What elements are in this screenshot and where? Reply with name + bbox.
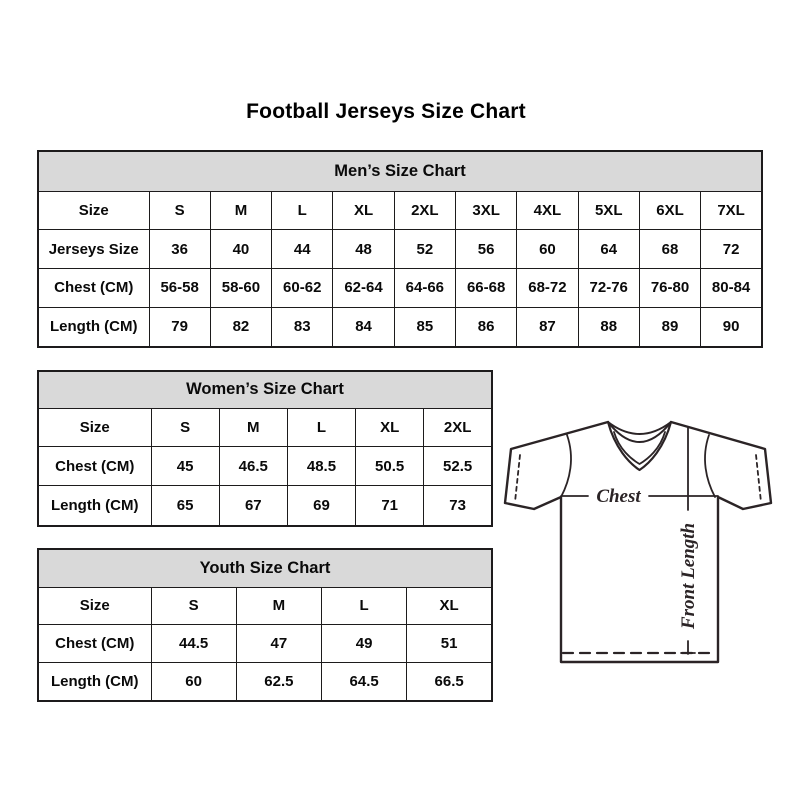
value-cell: 68-72 [517,268,578,307]
table-row [38,191,762,230]
value-cell: M [210,191,271,230]
value-cell: 82 [210,307,271,347]
value-cell: 6XL [639,191,700,230]
table-row [38,486,492,526]
value-cell: 67 [219,486,287,526]
value-cell: 71 [356,486,424,526]
table-title-row [38,549,492,587]
value-cell: XL [333,191,394,230]
youth-size-table [37,548,493,702]
value-cell: S [151,587,236,625]
row-label: Jerseys Size [38,230,149,269]
value-cell: 72 [701,230,762,269]
row-label: Chest (CM) [38,447,151,486]
value-cell: 66.5 [407,662,492,701]
table-title: Men’s Size Chart [38,151,762,191]
value-cell: 52.5 [424,447,492,486]
value-cell: XL [356,408,424,447]
value-cell: 2XL [424,408,492,447]
table-row [38,587,492,625]
jersey-outline [505,422,771,662]
value-cell: 84 [333,307,394,347]
jersey-measurement-diagram [503,406,775,668]
value-cell: 69 [287,486,355,526]
value-cell: 44.5 [151,625,236,663]
value-cell: XL [407,587,492,625]
table-row [38,408,492,447]
value-cell: 87 [517,307,578,347]
value-cell: S [151,408,219,447]
left-cuff-dashed-line [515,455,520,502]
value-cell: 5XL [578,191,639,230]
value-cell: 48.5 [287,447,355,486]
row-label: Chest (CM) [38,625,151,663]
value-cell: 62-64 [333,268,394,307]
table-row [38,307,762,347]
value-cell: 73 [424,486,492,526]
value-cell: 46.5 [219,447,287,486]
table-title: Women’s Size Chart [38,371,492,408]
value-cell: 90 [701,307,762,347]
value-cell: M [219,408,287,447]
value-cell: 62.5 [236,662,321,701]
value-cell: 66-68 [455,268,516,307]
chest-label: Chest [596,486,641,507]
value-cell: 2XL [394,191,455,230]
page-title: Football Jerseys Size Chart [246,100,526,123]
value-cell: 44 [272,230,333,269]
row-label: Size [38,191,149,230]
value-cell: M [236,587,321,625]
right-armhole-seam [705,435,715,497]
table-row [38,447,492,486]
table-row [38,625,492,663]
value-cell: 36 [149,230,210,269]
value-cell: 56 [455,230,516,269]
value-cell: 60 [517,230,578,269]
value-cell: 65 [151,486,219,526]
value-cell: 83 [272,307,333,347]
value-cell: 60 [151,662,236,701]
value-cell: 85 [394,307,455,347]
value-cell: 7XL [701,191,762,230]
row-label: Chest (CM) [38,268,149,307]
value-cell: 76-80 [639,268,700,307]
value-cell: 68 [639,230,700,269]
value-cell: 89 [639,307,700,347]
value-cell: 51 [407,625,492,663]
value-cell: 72-76 [578,268,639,307]
value-cell: 56-58 [149,268,210,307]
value-cell: 80-84 [701,268,762,307]
table-title: Youth Size Chart [38,549,492,587]
value-cell: 45 [151,447,219,486]
value-cell: 60-62 [272,268,333,307]
value-cell: 64.5 [322,662,407,701]
front-length-label: Front Length [678,522,699,630]
table-title-row [38,371,492,408]
value-cell: 50.5 [356,447,424,486]
value-cell: 64-66 [394,268,455,307]
table-row [38,268,762,307]
value-cell: 4XL [517,191,578,230]
value-cell: 58-60 [210,268,271,307]
value-cell: L [287,408,355,447]
value-cell: 88 [578,307,639,347]
row-label: Length (CM) [38,486,151,526]
value-cell: L [322,587,407,625]
value-cell: 86 [455,307,516,347]
table-title-row [38,151,762,191]
value-cell: S [149,191,210,230]
value-cell: 52 [394,230,455,269]
right-cuff-dashed-line [756,455,761,502]
mens-size-table [37,150,763,348]
row-label: Length (CM) [38,662,151,701]
table-row [38,230,762,269]
table-row [38,662,492,701]
value-cell: 64 [578,230,639,269]
value-cell: 49 [322,625,407,663]
row-label: Size [38,408,151,447]
left-armhole-seam [561,435,571,497]
value-cell: L [272,191,333,230]
value-cell: 40 [210,230,271,269]
row-label: Length (CM) [38,307,149,347]
womens-size-table [37,370,493,527]
value-cell: 79 [149,307,210,347]
value-cell: 47 [236,625,321,663]
value-cell: 3XL [455,191,516,230]
value-cell: 48 [333,230,394,269]
row-label: Size [38,587,151,625]
